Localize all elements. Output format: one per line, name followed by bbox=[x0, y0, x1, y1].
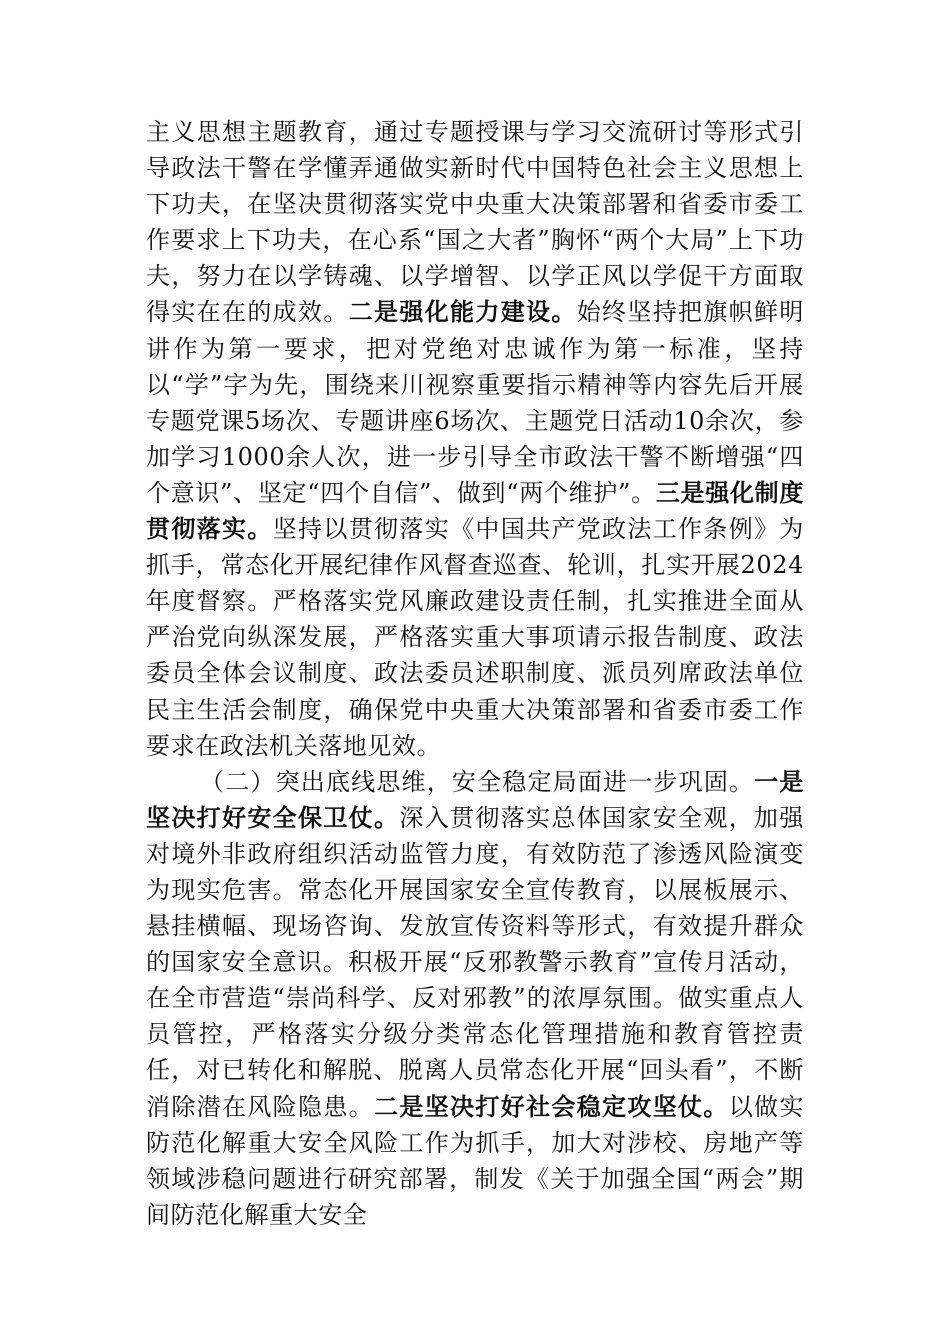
paragraph-1 bbox=[146, 114, 804, 764]
paragraph-text: 始终坚持把旗帜鲜明讲作为第一要求，把对党绝对忠诚作为第一标准，坚持以“学”字为先，围绕来川视察重要指示精神等内容先后开展专题党课5场次、专题讲座6场次、主题党日活动10余次，参加学习1000余人次，进一步引导全市政法干警不断增强“四个意识”、坚定“四个自信”、做到“两个维护”。 bbox=[146, 298, 804, 507]
document-page bbox=[146, 114, 804, 1233]
bold-heading-capacity-building: 二是强化能力建设。 bbox=[348, 298, 577, 327]
bold-heading-system-implementation: 三是强化制度贯彻落实。 bbox=[146, 478, 804, 544]
paragraph-2 bbox=[146, 764, 804, 1233]
paragraph-text: 主义思想主题教育，通过专题授课与学习交流研讨等形式引导政法干警在学懂弄通做实新时代中国特色社会主义思想上下功夫，在坚决贯彻落实党中央重大决策部署和省委市委工作要求上下功夫，在心系“国之大者”胸怀“两个大局”上下功夫，努力在以学铸魂、以学增智、以学正风以学促干方面取得实在在的成效。 bbox=[146, 118, 804, 327]
section-heading: （二）突出底线思维，安全稳定局面进一步巩固。 bbox=[200, 767, 755, 796]
bold-heading-social-stability: 二是坚决打好社会稳定攻坚仗。 bbox=[374, 1092, 729, 1121]
paragraph-text: 坚持以贯彻落实《中国共产党政法工作条例》为抓手，常态化开展纪律作风督查巡查、轮训，扎实开展2024年度督察。严格落实党风廉政建设责任制，扎实推进全面从严治党向纵深发展，严格落实重大事项请示报告制度、政法委员全体会议制度、政法委员述职制度、派员列席政法单位民主生活会制度，确保党中央重大决策部署和省委市委工作要求在政法机关落地见效。 bbox=[146, 515, 804, 760]
paragraph-text: 以做实防范化解重大安全风险工作为抓手，加大对涉校、房地产等领域涉稳问题进行研究部署，制发《关于加强全国“两会”期间防范化解重大安全 bbox=[146, 1092, 804, 1229]
paragraph-text: 深入贯彻落实总体国家安全观，加强对境外非政府组织活动监管力度，有效防范了渗透风险演变为现实危害。常态化开展国家安全宣传教育，以展板展示、悬挂横幅、现场咨询、发放宣传资料等形式，有效提升群众的国家安全意识。积极开展“反邪教警示教育”宣传月活动，在全市营造“崇尚科学、反对邪教”的浓厚氛围。做实重点人员管控，严格落实分级分类常态化管理措施和教育管控责任，对已转化和解脱、脱离人员常态化开展“回头看”，不断消除潜在风险隐患。 bbox=[146, 803, 804, 1121]
bold-heading-security-defense: 一是坚决打好安全保卫仗。 bbox=[146, 767, 804, 832]
